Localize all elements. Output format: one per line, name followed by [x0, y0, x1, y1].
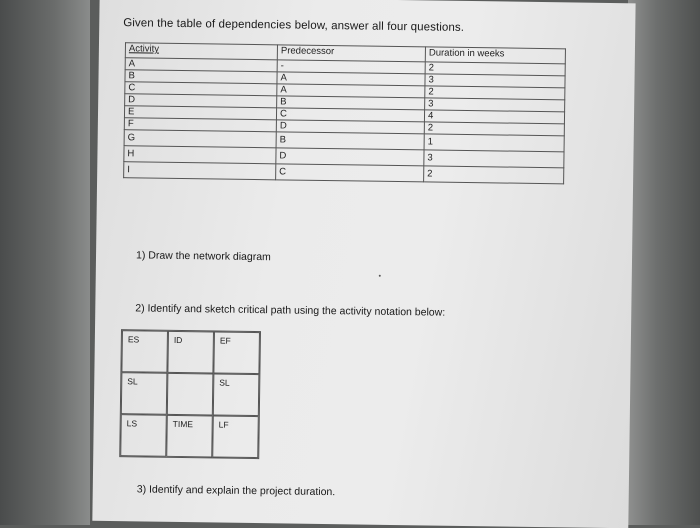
cell-activity: A	[125, 58, 277, 72]
notation-ef: EF	[213, 331, 260, 374]
cell-duration: 3	[424, 150, 564, 168]
notation-time: TIME	[166, 415, 213, 458]
cell-predecessor: B	[277, 96, 425, 110]
cell-activity: E	[124, 106, 276, 120]
cell-activity: I	[124, 162, 276, 180]
cell-predecessor: C	[276, 108, 424, 122]
cell-duration: 1	[424, 134, 564, 152]
notation-lf: LF	[212, 415, 259, 458]
notation-sl-right: SL	[213, 373, 260, 416]
page-title: Given the table of dependencies below, answer all four questions.	[123, 17, 465, 34]
cell-predecessor: B	[276, 132, 424, 150]
header-activity: Activity	[125, 43, 277, 60]
notation-es: ES	[121, 330, 168, 373]
cell-duration: 2	[424, 122, 564, 136]
question-3: 3) Identify and explain the project duration.	[136, 483, 336, 499]
stray-mark	[379, 275, 381, 277]
paper-sheet	[92, 0, 635, 528]
cell-predecessor: A	[277, 72, 425, 86]
cell-predecessor: D	[276, 148, 424, 166]
cell-activity: D	[125, 94, 277, 108]
notation-id: ID	[167, 331, 214, 374]
cell-duration: 2	[425, 62, 565, 76]
header-duration: Duration in weeks	[425, 47, 565, 64]
question-2: 2) Identify and sketch critical path using the activity notation below:	[135, 302, 446, 319]
cell-activity: H	[124, 146, 276, 164]
question-1: 1) Draw the network diagram	[135, 249, 271, 264]
cell-predecessor: -	[277, 60, 425, 74]
cell-activity: G	[124, 130, 276, 148]
notation-ls: LS	[120, 414, 167, 457]
cell-duration: 2	[425, 86, 565, 100]
cell-activity: B	[125, 70, 277, 84]
background-right	[628, 0, 700, 525]
header-predecessor: Predecessor	[277, 45, 425, 62]
activity-notation-box	[119, 329, 261, 459]
cell-duration: 3	[425, 74, 565, 88]
dependency-table	[123, 42, 566, 184]
cell-predecessor: D	[276, 120, 424, 134]
cell-duration: 3	[425, 98, 565, 112]
notation-center	[167, 373, 214, 416]
cell-predecessor: C	[276, 164, 424, 182]
cell-activity: F	[124, 118, 276, 132]
cell-duration: 4	[424, 110, 564, 124]
cell-predecessor: A	[277, 84, 425, 98]
notation-sl-left: SL	[121, 372, 168, 415]
cell-duration: 2	[424, 166, 564, 184]
cell-activity: C	[125, 82, 277, 96]
background-left	[0, 0, 90, 525]
